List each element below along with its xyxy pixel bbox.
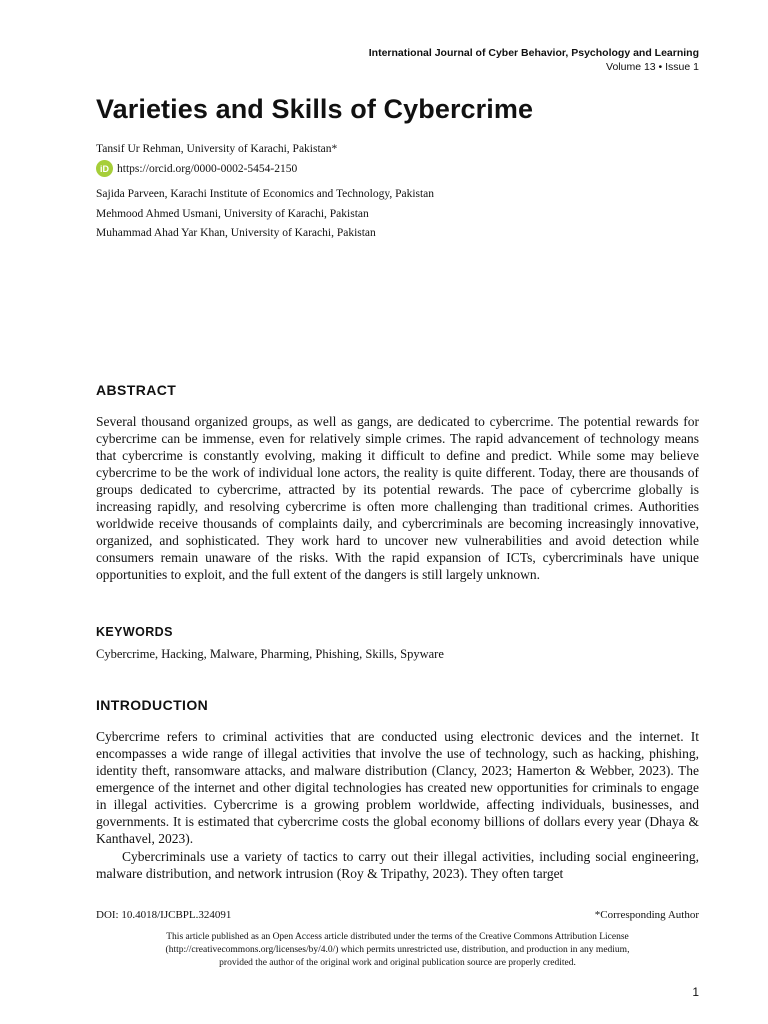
- corresponding-author-note: *Corresponding Author: [594, 909, 699, 921]
- orcid-row: [96, 160, 297, 177]
- license-line-2: (http://creativecommons.org/licenses/by/4.0/) which permits unrestricted use, distribution, and production in any medium,: [165, 945, 630, 955]
- page-number: 1: [692, 985, 699, 999]
- license-notice: [96, 931, 699, 970]
- license-line-3: provided the author of the original work and original publication source are properly credited.: [219, 958, 576, 968]
- doi: DOI: 10.4018/IJCBPL.324091: [96, 909, 232, 921]
- orcid-link[interactable]: https://orcid.org/0000-0002-5454-2150: [117, 162, 298, 175]
- journal-volume: Volume 13 • Issue 1: [606, 61, 699, 73]
- introduction-paragraph-1: Cybercrime refers to criminal activities that are conducted using electronic devices and the internet. It encompasses a wide range of illegal activities that involve the use of technology, such as hacking, phishing, identity theft, ransomware attacks, and malware distribution (Clancy, 2023; Hamerton & Webber, 2023). The emergence of the internet and other digital technologies has created new opportunities for criminals to engage in illegal activities. Cybercrime is a growing problem worldwide, affecting individuals, businesses, and governments. It is estimated that cybercrime costs the global economy billions of dollars every year (Dhaya & Kanthavel, 2023).: [96, 729, 699, 846]
- journal-header: [369, 46, 699, 74]
- author-1: Tansif Ur Rehman, University of Karachi, Pakistan*: [96, 143, 338, 155]
- keywords-text: Cybercrime, Hacking, Malware, Pharming, Phishing, Skills, Spyware: [96, 647, 444, 661]
- author-2: Sajida Parveen, Karachi Institute of Economics and Technology, Pakistan: [96, 188, 435, 200]
- introduction-heading: INTRODUCTION: [96, 697, 209, 713]
- abstract-text: Several thousand organized groups, as well as gangs, are dedicated to cybercrime. The potential rewards for cybercrime can be immense, even for relatively simple crimes. The rapid advancement of technology means that cybercrime is constantly evolving, making it difficult to define and predict. While some may believe cybercrime to be the work of individual lone actors, the reality is quite different. Today, there are thousands of groups dedicated to cybercrime, attracted by its potential rewards. The pace of cybercrime globally is increasing rapidly, and resolving cybercrime is often more challenging than traditional crimes. Authorities worldwide receive thousands of complaints daily, and cybercriminals are becoming increasingly innovative, organized, and sophisticated. They work hard to uncover new vulnerabilities and avoid detection while consumers remain unaware of the risks. With the rapid expansion of ICTs, cybercriminals have unique opportunities to exploit, and the full extent of the dangers is still largely unknown.: [96, 414, 699, 582]
- author-3: Mehmood Ahmed Usmani, University of Karachi, Pakistan: [96, 208, 369, 220]
- license-line-1: This article published as an Open Access article distributed under the terms of the Creative Commons Attribution License: [166, 932, 629, 942]
- abstract-heading: ABSTRACT: [96, 382, 177, 398]
- journal-name: International Journal of Cyber Behavior, Psychology and Learning: [368, 47, 699, 59]
- orcid-icon: iD: [96, 160, 113, 177]
- keywords-heading: KEYWORDS: [96, 625, 173, 639]
- article-title: Varieties and Skills of Cybercrime: [96, 94, 534, 124]
- introduction-paragraph-2: Cybercriminals use a variety of tactics to carry out their illegal activities, including social engineering, malware distribution, and network intrusion (Roy & Tripathy, 2023). They often target: [96, 849, 699, 881]
- author-4: Muhammad Ahad Yar Khan, University of Karachi, Pakistan: [96, 227, 376, 239]
